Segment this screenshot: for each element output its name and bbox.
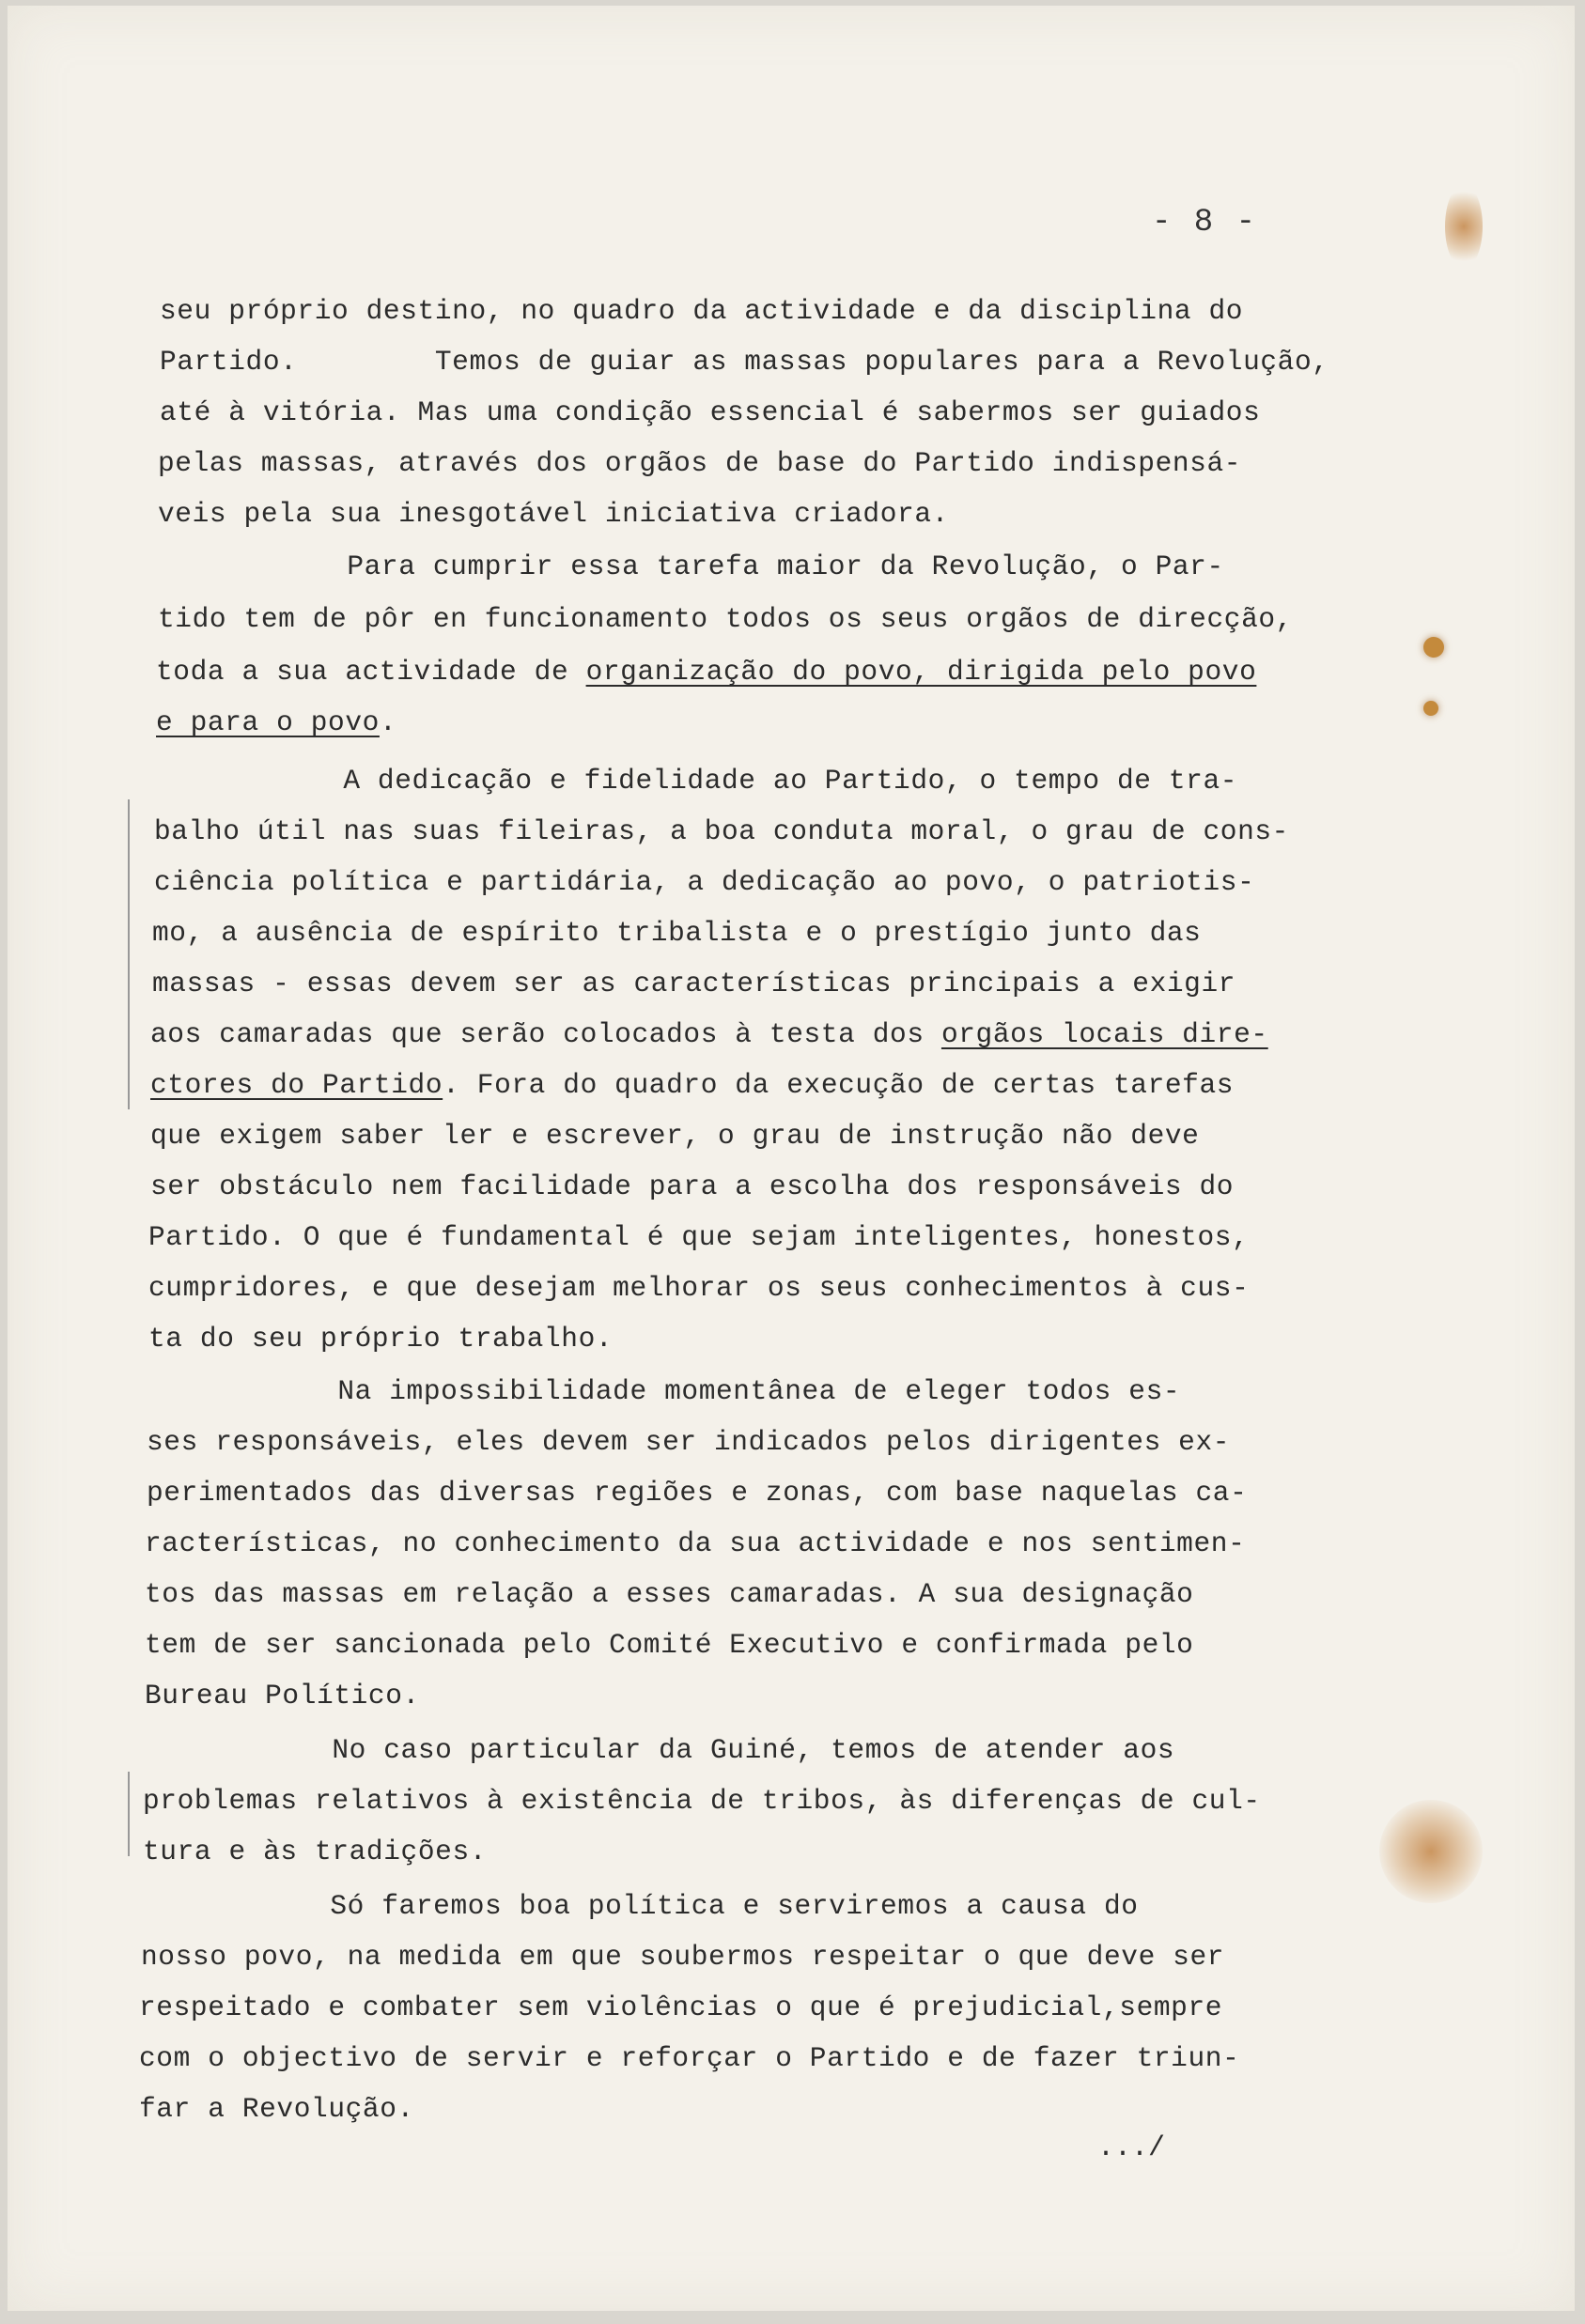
text-line — [139, 2093, 414, 2125]
line-text: tem de ser sancionada pelo Comité Executivo e confirmada pelo — [145, 1629, 1194, 1661]
line-text: A dedicação e fidelidade ao Partido, o tempo de tra- — [154, 765, 1238, 797]
text-line — [154, 866, 1254, 898]
document-page — [8, 6, 1575, 2311]
text-line — [156, 656, 1256, 688]
line-text: . — [379, 706, 397, 738]
text-line — [147, 1426, 1230, 1458]
underlined-text: ctores do Partido — [150, 1069, 443, 1101]
line-text: nosso povo, na medida em que soubermos respeitar o que deve ser — [141, 1941, 1225, 1973]
line-text: com o objectivo de servir e reforçar o Partido e de fazer triun- — [139, 2042, 1240, 2074]
text-line — [152, 968, 1235, 999]
line-text: mo, a ausência de espírito tribalista e o prestígio junto das — [152, 917, 1202, 949]
line-text: que exigem saber ler e escrever, o grau de instrução não deve — [150, 1120, 1200, 1152]
line-text: Bureau Político. — [145, 1680, 420, 1712]
margin-line-lower — [128, 1772, 130, 1856]
line-text: ciência política e partidária, a dedicação ao povo, o patriotis- — [154, 866, 1255, 898]
text-line — [160, 346, 1329, 378]
text-line — [154, 815, 1289, 847]
text-line — [158, 603, 1293, 635]
margin-line-upper — [128, 799, 130, 1109]
line-text: tura e às tradições. — [143, 1836, 488, 1867]
line-text: veis pela sua inesgotável iniciativa criadora. — [158, 498, 949, 530]
line-text: ses responsáveis, eles devem ser indicados pelos dirigentes ex- — [147, 1426, 1231, 1458]
text-line — [148, 1375, 1180, 1407]
line-text: cumpridores, e que desejam melhorar os seus conhecimentos à cus- — [148, 1272, 1250, 1304]
text-line — [148, 1221, 1249, 1253]
line-text: Para cumprir essa tarefa maior da Revolução, o Par- — [158, 550, 1224, 582]
line-text: seu próprio destino, no quadro da actividade e da disciplina do — [160, 295, 1244, 327]
text-line — [143, 1785, 1261, 1817]
text-line — [141, 1890, 1139, 1922]
underlined-text: orgãos locais dire- — [940, 1018, 1268, 1050]
line-text: aos camaradas que serão colocados à testa dos — [150, 1018, 941, 1050]
continuation-dots: ... — [1097, 2132, 1149, 2164]
text-line — [158, 447, 1241, 479]
text-line — [145, 1527, 1245, 1559]
text-line — [150, 1018, 1268, 1050]
line-text: respeitado e combater sem violências o que é prejudicial,sempre — [139, 1991, 1223, 2023]
continuation-mark — [1097, 2132, 1165, 2164]
line-text: problemas relativos à existência de tribos, às diferenças de cul- — [143, 1785, 1261, 1817]
line-text: tos das massas em relação a esses camaradas. A sua designação — [145, 1578, 1194, 1610]
text-line — [158, 550, 1224, 582]
line-text: até à vitória. Mas uma condição essencial é sabermos ser guiados — [160, 396, 1261, 428]
underlined-text: e para o povo — [156, 706, 380, 738]
line-text: toda a sua actividade de — [156, 656, 586, 688]
text-line — [147, 1477, 1247, 1509]
text-line — [154, 765, 1237, 797]
text-line — [145, 1680, 420, 1712]
text-line — [148, 1272, 1249, 1304]
line-text: perimentados das diversas regiões e zonas, com base naquelas ca- — [147, 1477, 1248, 1509]
line-text: Partido. O que é fundamental é que sejam inteligentes, honestos, — [148, 1221, 1250, 1253]
text-line — [145, 1578, 1193, 1610]
line-text: pelas massas, através dos orgãos de base do Partido indispensá- — [158, 447, 1242, 479]
page-number: - 8 - — [1152, 205, 1258, 240]
rust-stain-upper — [1445, 184, 1483, 269]
text-line — [156, 706, 396, 738]
text-line — [150, 1120, 1199, 1152]
text-line — [139, 1991, 1222, 2023]
text-line — [148, 1323, 613, 1355]
text-line — [160, 396, 1260, 428]
line-text: far a Revolução. — [139, 2093, 414, 2125]
binder-hole-upper — [1423, 637, 1444, 658]
underlined-text: organização do povo, dirigida pelo povo — [585, 656, 1257, 688]
text-line — [150, 1170, 1234, 1202]
text-line — [139, 2042, 1239, 2074]
text-line — [143, 1836, 487, 1867]
text-line — [145, 1629, 1193, 1661]
text-line — [160, 295, 1243, 327]
text-line — [152, 917, 1201, 949]
line-text: No caso particular da Guiné, temos de atender aos — [143, 1734, 1175, 1766]
line-text: racterísticas, no conhecimento da sua actividade e nos sentimen- — [145, 1527, 1246, 1559]
text-line — [150, 1069, 1234, 1101]
line-text: balho útil nas suas fileiras, a boa conduta moral, o grau de cons- — [154, 815, 1289, 847]
line-text: ser obstáculo nem facilidade para a escolha dos responsáveis do — [150, 1170, 1235, 1202]
text-line — [141, 1941, 1224, 1973]
line-text: tido tem de pôr en funcionamento todos os seus orgãos de direcção, — [158, 603, 1293, 635]
text-line — [158, 498, 949, 530]
line-text: Só faremos boa política e serviremos a causa do — [141, 1890, 1139, 1922]
continuation-slash: / — [1148, 2132, 1166, 2164]
line-text: Partido. Temos de guiar as massas populares para a Revolução, — [160, 346, 1329, 378]
line-text: . Fora do quadro da execução de certas tarefas — [443, 1069, 1235, 1101]
line-text: ta do seu próprio trabalho. — [148, 1323, 614, 1355]
binder-hole-lower — [1423, 701, 1438, 716]
text-line — [143, 1734, 1174, 1766]
line-text: Na impossibilidade momentânea de eleger todos es- — [148, 1375, 1181, 1407]
rust-stain-lower — [1379, 1800, 1483, 1903]
line-text: massas - essas devem ser as características principais a exigir — [152, 968, 1236, 999]
